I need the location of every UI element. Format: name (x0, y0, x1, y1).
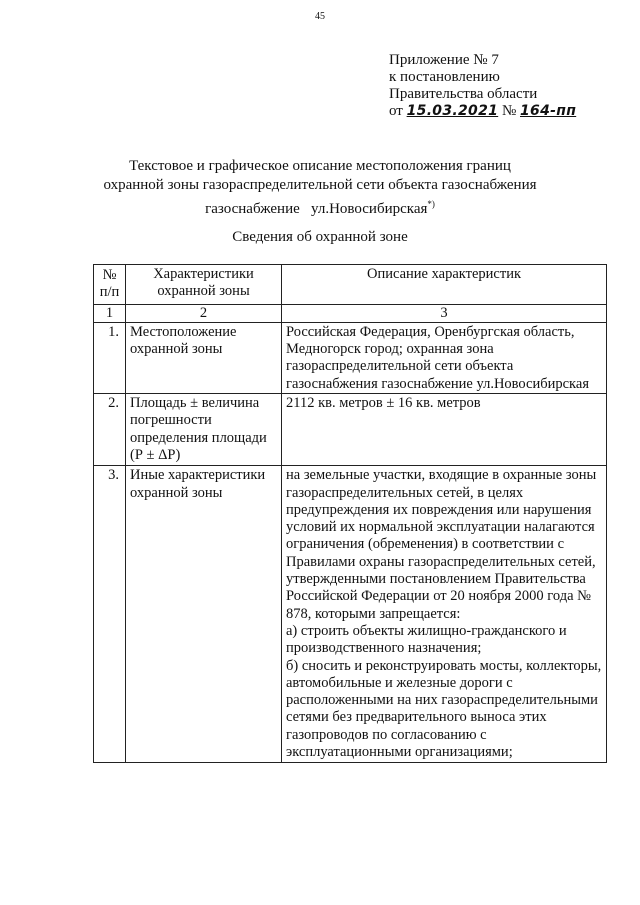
row-number: 1. (94, 322, 126, 393)
column-number-1: 1 (94, 304, 126, 322)
protection-zone-table (93, 264, 607, 763)
date-prefix: от (389, 103, 403, 119)
row-characteristic: Иные характеристики охранной зоны (126, 466, 282, 763)
restriction-item-a: а) строить объекты жилищно-гражданского и производственного назначения; (286, 622, 567, 657)
appendix-block (389, 52, 576, 120)
title-line-3 (0, 195, 640, 219)
row-characteristic: Местоположение охранной зоны (126, 322, 282, 393)
row-description: 2112 кв. метров ± 16 кв. метров (282, 394, 607, 466)
restriction-item-b: б) сносить и реконструировать мосты, коллекторы, автомобильные и железные дороги с расположенными на них газораспределительными сетями без предварительного выноса этих газопроводов по согласованию с эксплуатационными организациями; (286, 657, 602, 761)
title-line-2: охранной зоны газораспределительной сети объекта газоснабжения (103, 177, 537, 193)
row-number: 2. (94, 394, 126, 466)
section-subtitle: Сведения об охранной зоне (232, 229, 408, 245)
number-sign: № (501, 103, 517, 119)
handwritten-number: 164-пп (520, 103, 577, 119)
header-description: Описание характеристик (282, 265, 607, 305)
table-row (94, 394, 607, 466)
table-row (94, 466, 607, 763)
table-header-row (94, 265, 607, 305)
column-number-3: 3 (282, 304, 607, 322)
header-number: № п/п (94, 265, 126, 305)
title-line-3-text: газоснабжение ул.Новосибирская (205, 201, 428, 217)
row-description (282, 466, 607, 763)
row-description: Российская Федерация, Оренбургская область, Медногорск город; охранная зона газораспределительной сети объекта газоснабжения газоснабжение ул.Новосибирская (282, 322, 607, 393)
column-number-row (94, 304, 607, 322)
row-characteristic: Площадь ± величина погрешности определения площади (Р ± ΔР) (126, 394, 282, 466)
title-line-1: Текстовое и графическое описание местоположения границ (129, 158, 511, 174)
row-number: 3. (94, 466, 126, 763)
page-number: 45 (315, 11, 325, 22)
handwritten-date: 15.03.2021 (406, 103, 499, 119)
document-title (0, 157, 640, 219)
header-characteristic: Характеристики охранной зоны (126, 265, 282, 305)
appendix-line-1: Приложение № 7 (389, 52, 499, 68)
appendix-line-2: к постановлению (389, 69, 500, 85)
column-number-2: 2 (126, 304, 282, 322)
appendix-date-line (389, 103, 576, 120)
footnote-mark: *) (427, 199, 435, 209)
restrictions-text: на земельные участки, входящие в охранные зоны газораспределительных сетей, в целях предупреждения их повреждения или нарушения условий их нормальной эксплуатации налагаются ограничения (обременения) в соответствии с Правилами охраны газораспределительных сетей, утвержденными постановлением Правительства Российской Федерации от 20 ноября 2000 года № 878, которыми запрещается: (286, 467, 597, 622)
appendix-line-3: Правительства области (389, 86, 538, 102)
table-row (94, 322, 607, 393)
